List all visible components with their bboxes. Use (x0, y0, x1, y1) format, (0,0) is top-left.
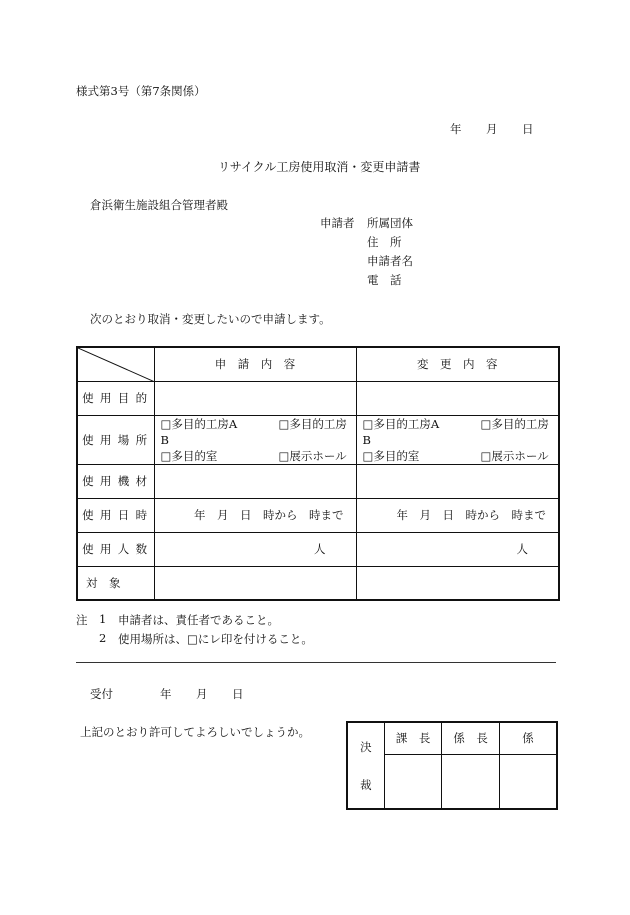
diagonal-header-cell (77, 347, 154, 381)
purpose-changed-cell[interactable] (356, 381, 559, 415)
row-label-purpose: 使用目的 (77, 381, 154, 415)
reception-month: 月 (196, 687, 208, 701)
note-1-text: 申請者は、責任者であること。 (118, 613, 279, 627)
applicant-organization: 所属団体 (367, 216, 413, 230)
checkbox-multipurpose-room[interactable]: □多目的室 (160, 448, 218, 463)
form-number: 様式第3号（第7条関係） (76, 84, 206, 98)
table-row (77, 464, 559, 498)
table-row (77, 498, 559, 532)
kessai-label-cell (347, 722, 384, 809)
row-label-place: 使用場所 (77, 415, 154, 464)
equipment-changed-cell[interactable] (356, 464, 559, 498)
applicant-phone: 電 話 (367, 273, 402, 287)
application-table (76, 346, 560, 601)
checkbox-workshop-b[interactable]: □多目的工房B (160, 416, 347, 447)
place-applied-cell (154, 415, 356, 464)
row-label-equipment: 使用機材 (77, 464, 154, 498)
reception-day: 日 (232, 687, 244, 701)
row-label-target (77, 566, 154, 600)
datetime-applied-cell[interactable]: 年 月 日 時から 時まで (154, 498, 356, 532)
table-header-row (77, 347, 559, 381)
header-applied: 申 請 内 容 (154, 347, 356, 381)
purpose-applied-cell[interactable] (154, 381, 356, 415)
row-label-datetime: 使用日時 (77, 498, 154, 532)
section-divider (76, 662, 556, 663)
date-day: 日 (522, 122, 534, 136)
applicant-label: 申請者 (320, 216, 355, 230)
approval-stamp-table (346, 721, 558, 810)
form-title: リサイクル工房使用取消・変更申請書 (218, 160, 421, 174)
kessai-bottom: 裁 (360, 777, 372, 792)
intro-text: 次のとおり取消・変更したいので申請します。 (90, 312, 331, 326)
table-row (77, 415, 559, 464)
row-label-people: 使用人数 (77, 532, 154, 566)
target-applied-cell[interactable] (154, 566, 356, 600)
checkbox-exhibition-hall[interactable]: □展示ホール (480, 448, 549, 463)
place-changed-cell (356, 415, 559, 464)
people-applied-cell[interactable]: 人 (154, 532, 356, 566)
note-1-number: 1 (99, 612, 107, 626)
approval-text: 上記のとおり許可してよろしいでしょうか。 (80, 725, 310, 739)
header-changed: 変 更 内 容 (356, 347, 559, 381)
table-row (77, 566, 559, 600)
col-kakari: 係 (499, 722, 557, 754)
reception-year: 年 (160, 687, 172, 701)
applicant-name: 申請者名 (367, 254, 413, 268)
stamp-kakari[interactable] (499, 754, 557, 809)
checkbox-multipurpose-room[interactable]: □多目的室 (362, 448, 420, 463)
kessai-top: 決 (360, 739, 372, 754)
col-kacho: 課 長 (384, 722, 442, 754)
people-changed-cell[interactable]: 人 (356, 532, 559, 566)
addressee: 倉浜衛生施設組合管理者殿 (90, 198, 228, 212)
checkbox-workshop-a[interactable]: □多目的工房A (362, 416, 440, 431)
equipment-applied-cell[interactable] (154, 464, 356, 498)
table-row (77, 532, 559, 566)
datetime-changed-cell[interactable]: 年 月 日 時から 時まで (356, 498, 559, 532)
target-changed-cell[interactable] (356, 566, 559, 600)
col-kakaricho: 係 長 (442, 722, 500, 754)
row-label-target-text: 対 象 (86, 575, 121, 590)
table-row (77, 381, 559, 415)
notes-prefix: 注 (76, 613, 88, 627)
applicant-address: 住 所 (367, 235, 402, 249)
checkbox-workshop-b[interactable]: □多目的工房B (362, 416, 549, 447)
note-2-number: 2 (99, 631, 107, 645)
note-2-text: 使用場所は、□にレ印を付けること。 (118, 632, 313, 646)
checkbox-workshop-a[interactable]: □多目的工房A (160, 416, 238, 431)
checkbox-exhibition-hall[interactable]: □展示ホール (278, 448, 347, 463)
stamp-kacho[interactable] (384, 754, 442, 809)
reception-label: 受付 (90, 687, 113, 701)
date-year: 年 (450, 122, 462, 136)
date-month: 月 (486, 122, 498, 136)
stamp-kakaricho[interactable] (442, 754, 500, 809)
diagonal-line (78, 348, 155, 382)
